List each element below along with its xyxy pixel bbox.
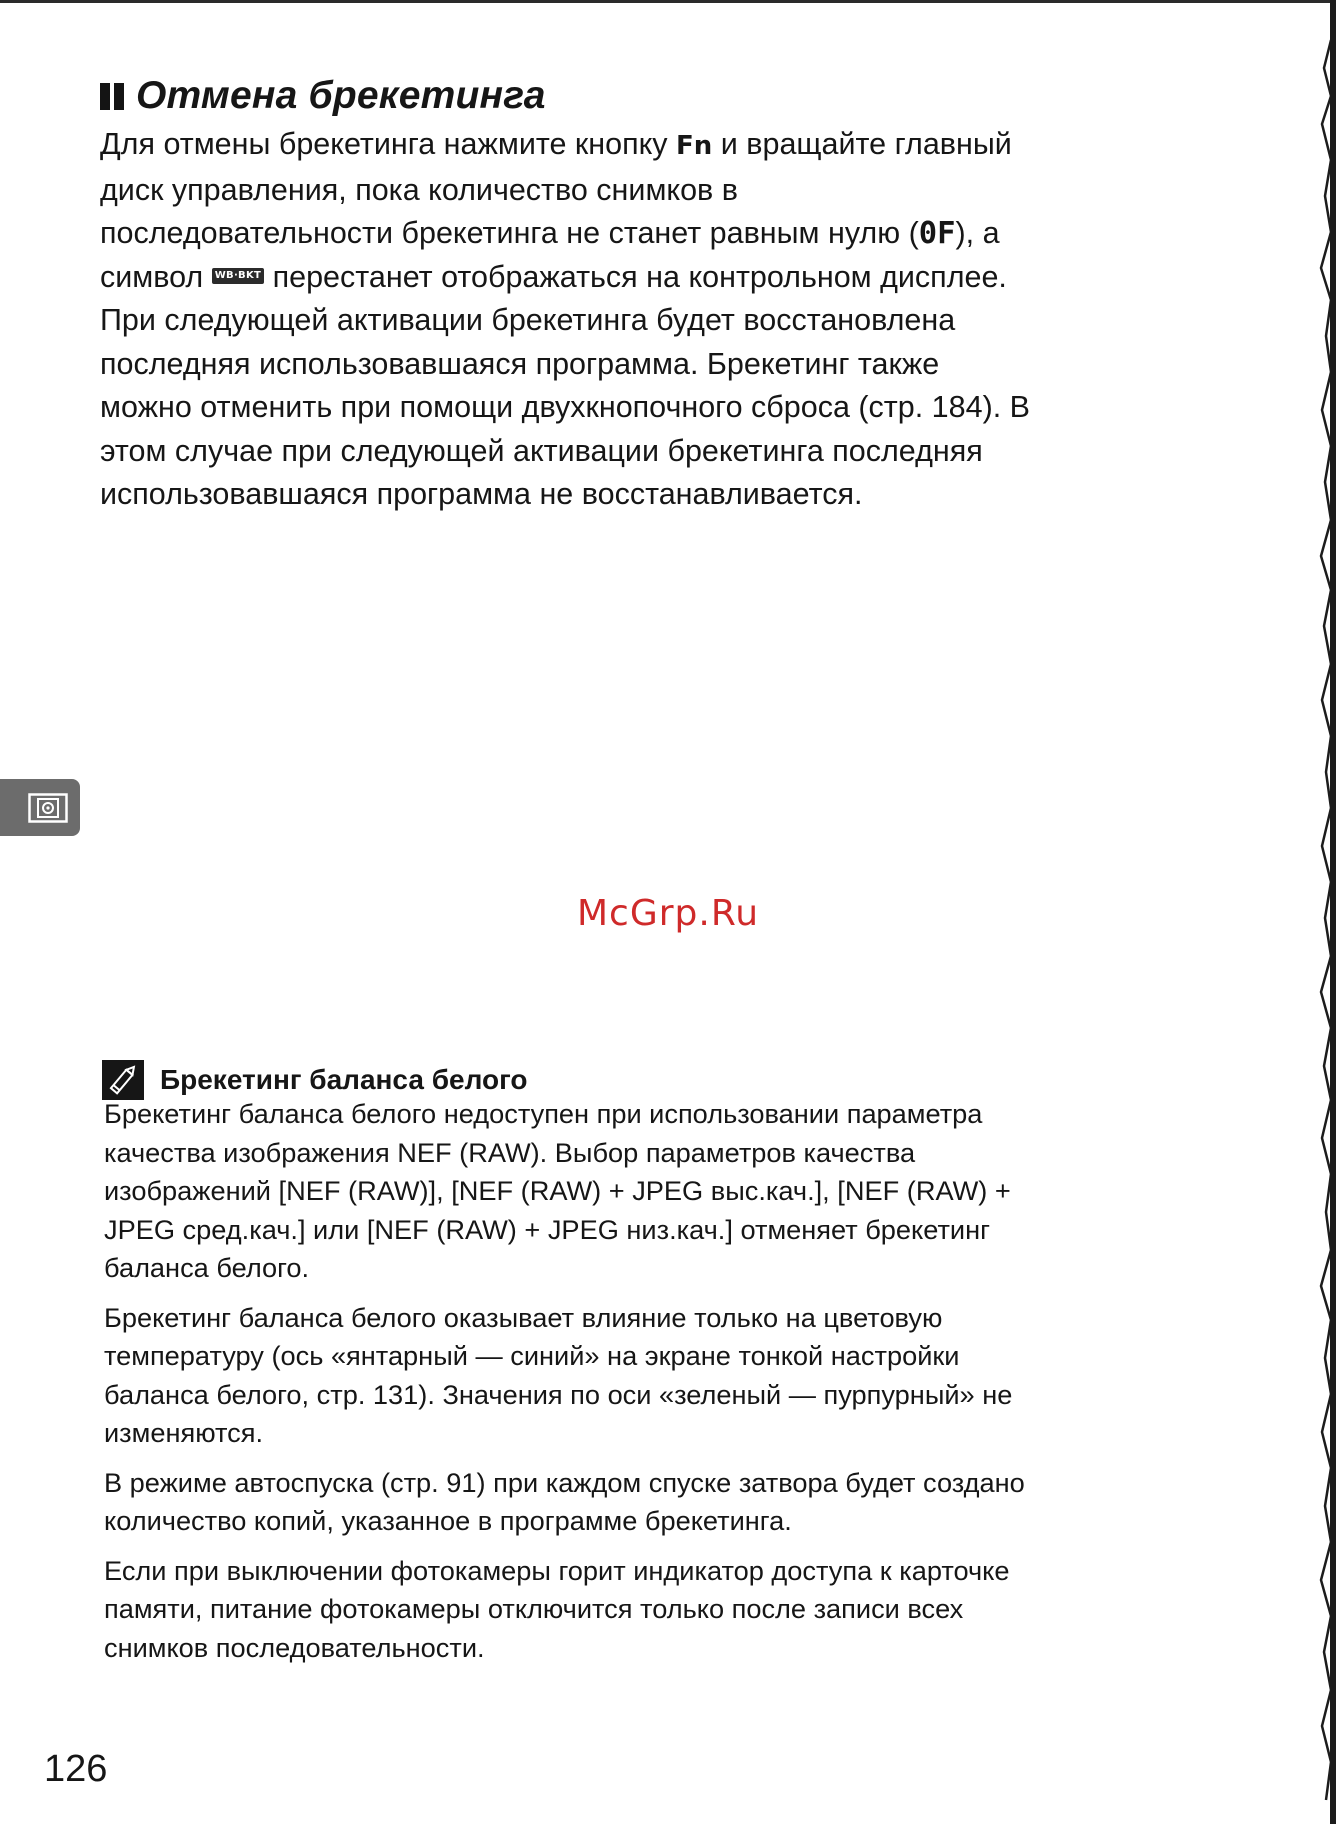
note-paragraph: Если при выключении фотокамеры горит индикатор доступа к карточке памяти, питание фотокамеры отключится только после записи всех снимков последовательности. — [104, 1554, 1010, 1663]
page-title: Отмена брекетинга — [136, 74, 546, 117]
main-paragraph — [100, 123, 1230, 517]
section-heading — [100, 70, 546, 122]
note-paragraph: В режиме автоспуска (стр. 91) при каждом спуске затвора будет создано количество копий, указанное в программе брекетинга. — [104, 1466, 1025, 1536]
watermark: McGrp.Ru — [576, 893, 760, 934]
note-body — [104, 1095, 1234, 1678]
text-line: использовавшаяся программа не восстанавливается. — [100, 477, 863, 511]
heading-marker-icon — [100, 83, 124, 110]
text-line: можно отменить при помощи двухкнопочного сброса (стр. 184). В — [100, 390, 1031, 424]
text-line: Для отмены брекетинга нажмите кнопку Fn и вращайте главный — [100, 127, 1012, 161]
chapter-side-tab — [0, 779, 80, 836]
note-paragraph: Брекетинг баланса белого оказывает влияние только на цветовую температуру (ось «янтарный — синий» на экране тонкой настройки баланса белого, стр. 131). Значения по оси «зеленый — пурпурный» не изменяются. — [104, 1301, 1013, 1448]
note-title: Брекетинг баланса белого — [160, 1064, 528, 1095]
pencil-note-icon — [102, 1060, 144, 1100]
text-line: последняя использовавшаяся программа. Брекетинг также — [100, 346, 940, 381]
text-line: диск управления, пока количество снимков в — [100, 172, 738, 207]
text-line: символ WB·BKT перестанет отображаться на контрольном дисплее. — [100, 259, 1007, 294]
note-paragraph: Брекетинг баланса белого недоступен при использовании параметра качества изображения NEF (RAW). Выбор параметров качества изображений [NEF (RAW)], [NEF (RAW) + JPEG выс.кач.], [NEF (RAW) + JPEG сред.кач.] или [NEF (RAW) + JPEG низ.кач.] отменяет брекетинг баланса белого. — [104, 1098, 1011, 1283]
text-line: последовательности брекетинга не станет равным нулю (0F), а — [100, 216, 1000, 251]
text-line: При следующей активации брекетинга будет восстановлена — [100, 303, 956, 337]
text-line: этом случае при следующей активации брекетинга последняя — [100, 433, 983, 468]
camera-shooting-menu-icon — [28, 793, 68, 823]
top-page-edge — [0, 0, 1336, 3]
fn-button-label: Fn — [676, 131, 713, 161]
zero-display-symbol: 0F — [918, 216, 956, 251]
wb-bkt-icon: WB·BKT — [212, 268, 264, 284]
page-number: 126 — [44, 1748, 108, 1790]
